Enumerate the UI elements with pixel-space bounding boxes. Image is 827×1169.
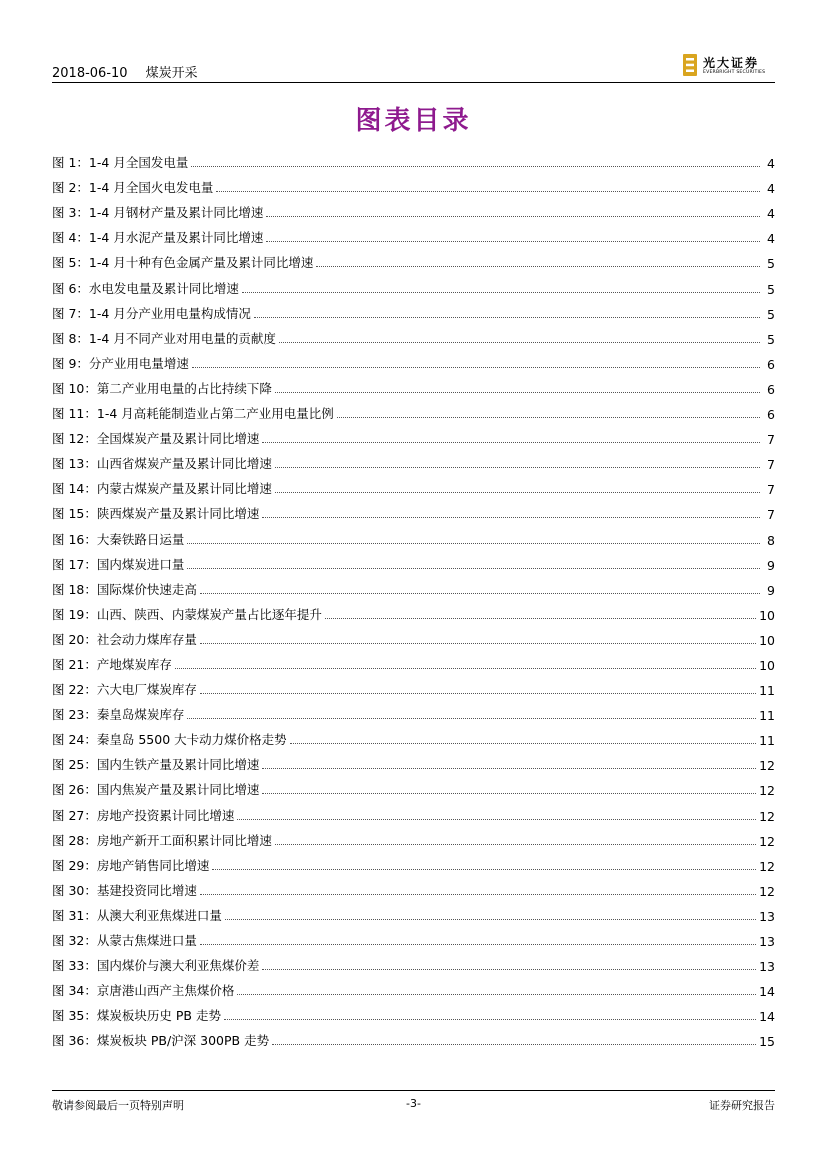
toc-dot-leader (254, 317, 760, 318)
toc-entry[interactable] (52, 447, 775, 472)
toc-entry[interactable] (52, 196, 775, 221)
toc-dot-leader (200, 944, 756, 945)
toc-entry-page: 14 (759, 1009, 775, 1025)
toc-entry-page: 7 (767, 457, 775, 473)
toc-entry-page: 6 (767, 356, 775, 372)
toc-entry-page: 6 (767, 407, 775, 423)
toc-dot-leader (262, 793, 756, 794)
toc-entry[interactable] (52, 271, 775, 296)
logo-text-en: EVERBRIGHT SECURITIES (703, 70, 766, 75)
toc-entry-page: 5 (767, 256, 775, 272)
toc-entry-label: 图 18：国际煤价快速走高 (52, 581, 197, 597)
toc-entry-page: 13 (759, 959, 775, 975)
toc-entry-page: 7 (767, 482, 775, 498)
toc-entry-label: 图 9：分产业用电量增速 (52, 355, 189, 371)
toc-dot-leader (275, 492, 760, 493)
page-title: 图表目录 (355, 106, 472, 136)
toc-entry-label: 图 30：基建投资同比增速 (52, 882, 197, 898)
toc-entry-page: 10 (759, 657, 775, 673)
toc-dot-leader (262, 969, 756, 970)
toc-entry-page: 14 (759, 984, 775, 1000)
toc-entry[interactable] (52, 171, 775, 196)
toc-dot-leader (290, 743, 756, 744)
toc-entry-page: 6 (767, 381, 775, 397)
toc-entry-label: 图 10：第二产业用电量的占比持续下降 (52, 380, 272, 396)
figure-list (52, 146, 775, 1049)
footer-divider (52, 1090, 775, 1091)
toc-entry[interactable] (52, 999, 775, 1024)
toc-dot-leader (191, 166, 760, 167)
toc-entry[interactable] (52, 949, 775, 974)
toc-entry[interactable] (52, 924, 775, 949)
toc-dot-leader (275, 844, 756, 845)
toc-entry-label: 图 33：国内煤价与澳大利亚焦煤价差 (52, 958, 260, 974)
toc-entry-label: 图 6：水电发电量及累计同比增速 (52, 280, 239, 296)
footer-page-number: -3- (406, 1097, 421, 1110)
toc-entry-label: 图 19：山西、陕西、内蒙煤炭产量占比逐年提升 (52, 606, 322, 622)
toc-dot-leader (272, 1044, 756, 1045)
toc-entry-label: 图 7：1-4 月分产业用电量构成情况 (52, 305, 251, 321)
toc-entry[interactable] (52, 723, 775, 748)
toc-dot-leader (266, 241, 760, 242)
toc-entry-label: 图 31：从澳大利亚焦煤进口量 (52, 907, 222, 923)
toc-entry-label: 图 28：房地产新开工面积累计同比增速 (52, 832, 272, 848)
toc-dot-leader (242, 292, 760, 293)
footer-disclaimer: 敬请参阅最后一页特别声明 (52, 1099, 184, 1112)
toc-dot-leader (200, 693, 756, 694)
toc-dot-leader (187, 718, 756, 719)
footer-report-type: 证券研究报告 (709, 1099, 775, 1112)
toc-entry[interactable] (52, 899, 775, 924)
everbright-logo (683, 54, 775, 80)
toc-entry[interactable] (52, 698, 775, 723)
toc-entry[interactable] (52, 422, 775, 447)
toc-dot-leader (175, 668, 756, 669)
toc-entry-page: 7 (767, 432, 775, 448)
toc-entry-page: 9 (767, 582, 775, 598)
toc-entry-label: 图 15：陕西煤炭产量及累计同比增速 (52, 506, 260, 522)
toc-entry-page: 11 (759, 708, 775, 724)
toc-entry[interactable] (52, 548, 775, 573)
toc-entry[interactable] (52, 849, 775, 874)
toc-entry-label: 图 20：社会动力煤库存量 (52, 631, 197, 647)
toc-entry[interactable] (52, 522, 775, 547)
toc-entry[interactable] (52, 322, 775, 347)
toc-entry-label: 图 36：煤炭板块 PB/沪深 300PB 走势 (52, 1033, 270, 1049)
toc-entry[interactable] (52, 974, 775, 999)
toc-entry[interactable] (52, 221, 775, 246)
logo-text-cn: 光大证券 (703, 56, 760, 70)
toc-entry-label: 图 35：煤炭板块历史 PB 走势 (52, 1008, 221, 1024)
toc-entry-label: 图 1：1-4 月全国发电量 (52, 155, 189, 171)
toc-entry[interactable] (52, 246, 775, 271)
toc-entry[interactable] (52, 1024, 775, 1049)
toc-entry-page: 9 (767, 557, 775, 573)
toc-dot-leader (237, 994, 756, 995)
toc-entry-label: 图 34：京唐港山西产主焦煤价格 (52, 983, 235, 999)
toc-entry-page: 12 (759, 858, 775, 874)
toc-dot-leader (187, 568, 760, 569)
toc-entry-label: 图 8：1-4 月不同产业对用电量的贡献度 (52, 330, 276, 346)
header-divider (52, 82, 775, 83)
toc-dot-leader (337, 417, 760, 418)
toc-dot-leader (275, 392, 760, 393)
toc-entry-label: 图 5：1-4 月十种有色金属产量及累计同比增速 (52, 255, 314, 271)
toc-entry[interactable] (52, 573, 775, 598)
toc-entry[interactable] (52, 146, 775, 171)
toc-dot-leader (316, 266, 760, 267)
toc-entry-page: 7 (767, 507, 775, 523)
toc-entry-label: 图 11：1-4 月高耗能制造业占第二产业用电量比例 (52, 406, 334, 422)
toc-entry[interactable] (52, 347, 775, 372)
toc-entry-page: 8 (767, 532, 775, 548)
toc-entry-label: 图 12：全国煤炭产量及累计同比增速 (52, 431, 260, 447)
toc-entry-label: 图 32：从蒙古焦煤进口量 (52, 933, 197, 948)
toc-entry-page: 4 (767, 181, 775, 197)
toc-dot-leader (237, 819, 756, 820)
toc-entry-page: 10 (759, 607, 775, 623)
header-info (52, 62, 198, 81)
toc-entry[interactable] (52, 798, 775, 823)
report-date: 2018-06-10 (52, 66, 128, 81)
toc-entry-label: 图 17：国内煤炭进口量 (52, 556, 185, 572)
toc-dot-leader (212, 869, 756, 870)
toc-dot-leader (262, 442, 760, 443)
toc-entry[interactable] (52, 598, 775, 623)
toc-entry-label: 图 4：1-4 月水泥产量及累计同比增速 (52, 230, 264, 246)
toc-entry-page: 4 (767, 231, 775, 247)
toc-entry-page: 13 (759, 908, 775, 924)
toc-entry-page: 12 (759, 758, 775, 774)
toc-entry[interactable] (52, 673, 775, 698)
toc-entry-label: 图 21：产地煤炭库存 (52, 656, 172, 672)
toc-entry-page: 10 (759, 632, 775, 648)
toc-entry-page: 5 (767, 306, 775, 322)
toc-entry[interactable] (52, 497, 775, 522)
toc-entry[interactable] (52, 397, 775, 422)
toc-entry-label: 图 27：房地产投资累计同比增速 (52, 807, 235, 823)
toc-entry[interactable] (52, 874, 775, 899)
toc-entry-page: 12 (759, 808, 775, 824)
toc-entry[interactable] (52, 297, 775, 322)
logo-mark-icon (683, 54, 697, 76)
toc-entry-label: 图 26：国内焦炭产量及累计同比增速 (52, 782, 260, 798)
toc-entry-label: 图 16：大秦铁路日运量 (52, 531, 185, 547)
toc-dot-leader (224, 1019, 756, 1020)
toc-entry-page: 13 (759, 934, 775, 949)
toc-dot-leader (200, 643, 756, 644)
toc-dot-leader (187, 543, 760, 544)
toc-entry-label: 图 23：秦皇岛煤炭库存 (52, 707, 185, 723)
toc-entry-label: 图 22：六大电厂煤炭库存 (52, 682, 197, 698)
toc-dot-leader (262, 517, 760, 518)
toc-entry-label: 图 25：国内生铁产量及累计同比增速 (52, 757, 260, 773)
toc-dot-leader (216, 191, 760, 192)
toc-entry-label: 图 29：房地产销售同比增速 (52, 857, 210, 873)
toc-entry-page: 4 (767, 156, 775, 172)
page-header (52, 52, 775, 82)
toc-entry-page: 12 (759, 783, 775, 799)
toc-entry[interactable] (52, 748, 775, 773)
toc-entry-label: 图 3：1-4 月钢材产量及累计同比增速 (52, 205, 264, 221)
toc-entry-page: 15 (759, 1034, 775, 1050)
toc-entry-page: 11 (759, 733, 775, 749)
toc-dot-leader (266, 216, 760, 217)
toc-dot-leader (325, 618, 756, 619)
toc-entry[interactable] (52, 472, 775, 497)
toc-dot-leader (192, 367, 760, 368)
toc-entry-page: 5 (767, 281, 775, 297)
toc-entry[interactable] (52, 372, 775, 397)
toc-entry-page: 5 (767, 331, 775, 347)
toc-dot-leader (200, 593, 760, 594)
toc-entry-page: 4 (767, 206, 775, 222)
toc-dot-leader (200, 894, 756, 895)
toc-entry[interactable] (52, 773, 775, 798)
toc-entry-page: 12 (759, 883, 775, 899)
toc-dot-leader (225, 919, 756, 920)
toc-entry-page: 12 (759, 833, 775, 849)
toc-entry[interactable] (52, 648, 775, 673)
toc-entry[interactable] (52, 824, 775, 849)
toc-entry-label: 图 13：山西省煤炭产量及累计同比增速 (52, 456, 272, 472)
toc-dot-leader (262, 768, 756, 769)
toc-entry[interactable] (52, 623, 775, 648)
toc-dot-leader (279, 342, 760, 343)
toc-entry-label: 图 2：1-4 月全国火电发电量 (52, 180, 214, 196)
toc-entry-label: 图 24：秦皇岛 5500 大卡动力煤价格走势 (52, 732, 287, 748)
toc-dot-leader (275, 467, 760, 468)
report-section: 煤炭开采 (145, 66, 198, 81)
toc-entry-label: 图 14：内蒙古煤炭产量及累计同比增速 (52, 481, 272, 497)
toc-entry-page: 11 (759, 683, 775, 699)
